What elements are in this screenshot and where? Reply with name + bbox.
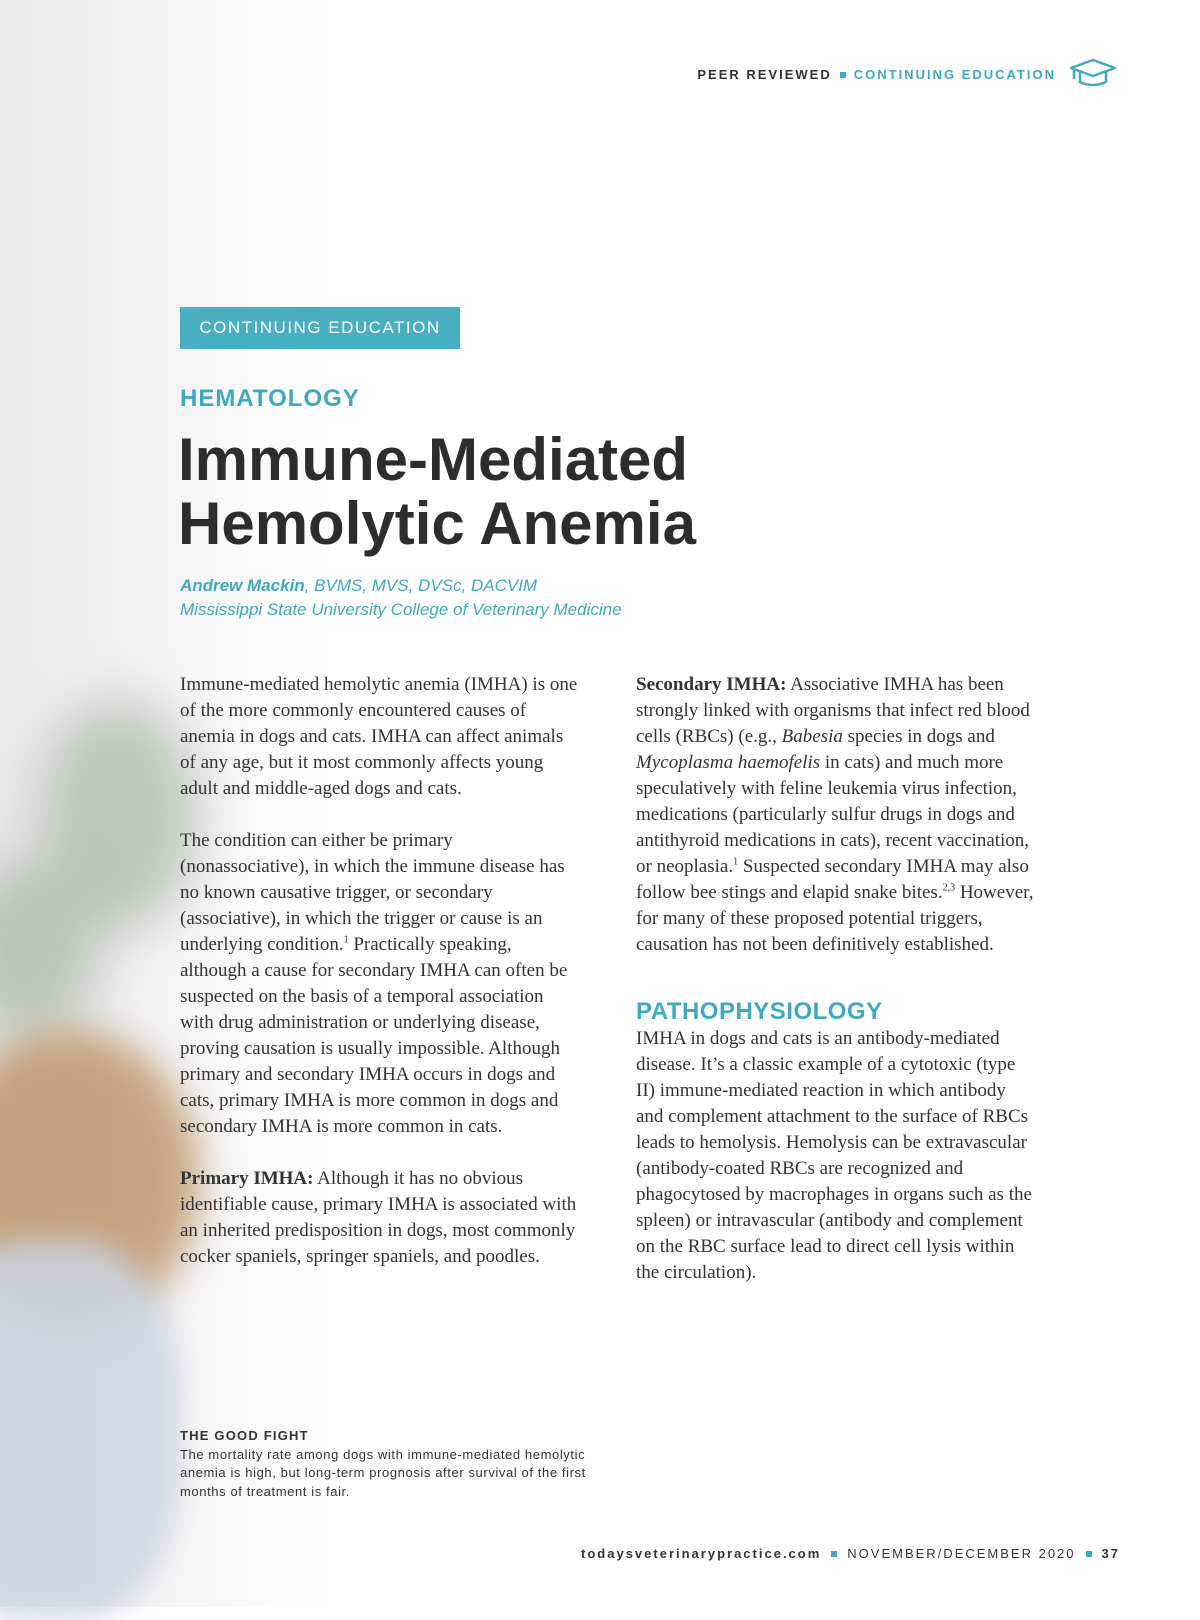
photo-caption <box>180 1427 600 1501</box>
caption-title: THE GOOD FIGHT <box>180 1428 309 1443</box>
paragraph: IMHA in dogs and cats is an antibody-mediated disease. It’s a classic example of a cytotoxic (type II) immune-mediated reaction in which antibody and complement attachment to the surface of RBCs leads to hemolysis. Hemolysis can be extravascular (antibody-coated RBCs are recognized and phagocytosed by macrophages in organs such as the spleen) or intravascular (antibody and complement on the RBC surface lead to direct cell lysis within the circulation). <box>636 1028 1032 1283</box>
continuing-education-badge: CONTINUING EDUCATION <box>180 307 460 349</box>
run-in-heading: Secondary IMHA: <box>636 674 787 695</box>
paragraph: The condition can either be primary (nonassociative), in which the immune disease has no known causative trigger, or secondary (associative), in which the trigger or cause is an underlying condition.$^1$ Practically speaking, although a cause for secondary IMHA can often be suspected on the basis of a temporal association with drug administration or underlying disease, proving causation is usually impossible. Although primary and secondary IMHA occurs in dogs and cats, primary IMHA is more common in dogs and secondary IMHA is more common in cats. <box>180 830 568 1137</box>
author-affiliation: Mississippi State University College of Veterinary Medicine <box>180 600 622 619</box>
article-category: HEMATOLOGY <box>180 385 360 412</box>
continuing-education-label: CONTINUING EDUCATION <box>853 67 1056 82</box>
title-line-1: Immune-Mediated <box>178 426 689 493</box>
paragraph: Immune-mediated hemolytic anemia (IMHA) is one of the more commonly encountered causes of anemia in dogs and cats. IMHA can affect animals of any age, but it most commonly affects young adult and middle-aged dogs and cats. <box>180 674 578 799</box>
peer-reviewed-label: PEER REVIEWED <box>697 67 832 82</box>
graduation-cap-icon <box>1068 57 1118 92</box>
right-column <box>636 672 1036 1312</box>
author-name: Andrew Mackin <box>180 576 305 595</box>
footer-website: todaysveterinarypractice.com <box>581 1546 822 1561</box>
left-column <box>180 672 580 1296</box>
running-header <box>697 57 1118 92</box>
article-title <box>178 428 878 556</box>
author-block <box>180 574 622 622</box>
caption-text: The mortality rate among dogs with immune-mediated hemolytic anemia is high, but long-term prognosis after survival of the first months of treatment is fair. <box>180 1446 586 1499</box>
separator-dot <box>1086 1551 1092 1557</box>
separator-dot <box>840 72 846 78</box>
reference-superscript: 2,3 <box>942 882 956 894</box>
reference-superscript: 1 <box>733 856 739 868</box>
paragraph: Primary IMHA: Although it has no obvious identifiable cause, primary IMHA is associated with an inherited predisposition in dogs, most commonly cocker spaniels, springer spaniels, and poodles. <box>180 1168 577 1267</box>
section-heading: PATHOPHYSIOLOGY <box>636 998 883 1025</box>
author-credentials: , BVMS, MVS, DVSc, DACVIM <box>304 576 538 595</box>
title-line-2: Hemolytic Anemia <box>178 490 696 557</box>
paragraph: Secondary IMHA: Associative IMHA has been strongly linked with organisms that infect red blood cells (RBCs) (e.g., Babesia species in dogs and Mycoplasma haemofelis in cats) and much more speculatively with feline leukemia virus infection, medications (particularly sulfur drugs in dogs and antithyroid medications in cats), recent vaccination, or neoplasia.$^1$ Suspected secondary IMHA may also follow bee stings and elapid snake bites.$^{2,3}$ However, for many of these proposed potential triggers, causation has not been definitively established. <box>636 674 1034 955</box>
footer-issue: NOVEMBER/DECEMBER 2020 <box>847 1546 1076 1561</box>
separator-dot <box>831 1551 837 1557</box>
page-footer <box>581 1546 1120 1561</box>
run-in-heading: Primary IMHA: <box>180 1168 314 1189</box>
page-number: 37 <box>1101 1546 1120 1561</box>
reference-superscript: 1 <box>343 934 349 946</box>
